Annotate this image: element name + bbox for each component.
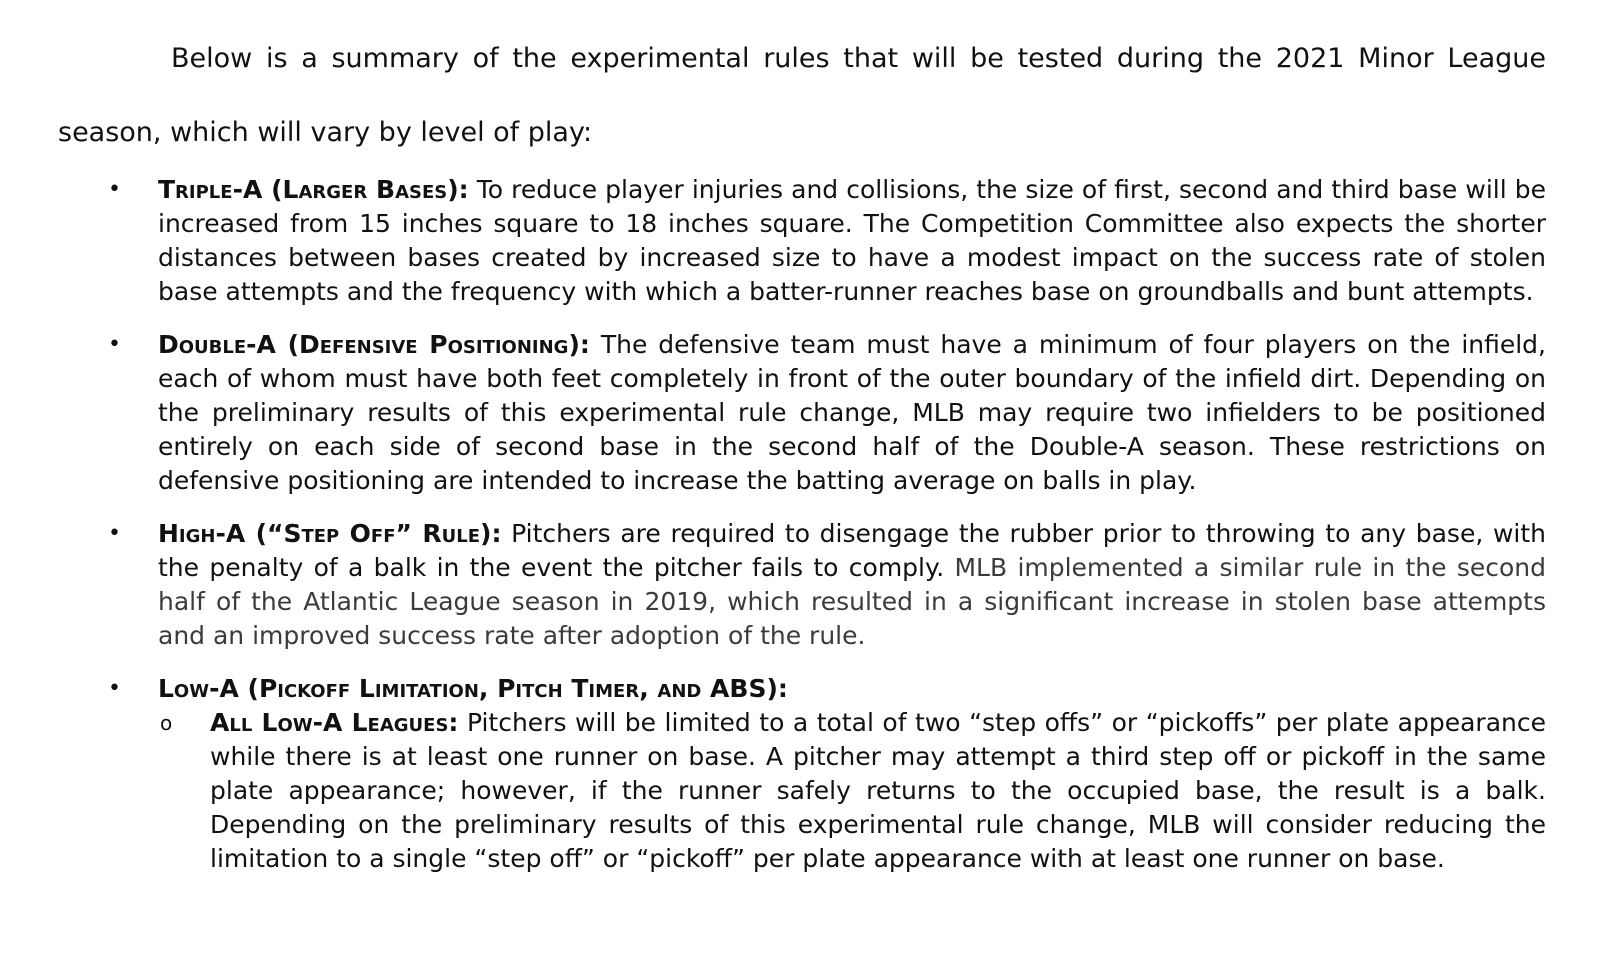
rule-low-a [0,672,1546,876]
sub-rule-body: Pitchers will be limited to a total of two “step offs” or “pickoffs” per plate appearance while there is at least one runner on base. A pitcher may attempt a third step off or pickoff in the same plate appearance; however, if the runner safely returns to the occupied base, the result is a balk. Depending on the preliminary results of this experimental rule change, MLB will consider reducing the limitation to a single “step off” or “pickoff” per plate appearance with at least one runner on base. [210,708,1546,873]
rule-heading: Double-A (Defensive Positioning): [158,330,590,359]
rule-heading: High-A (“Step Off” Rule): [158,519,502,548]
rule-triple-a [0,173,1546,309]
bullet-icon: • [108,521,121,546]
bullet-icon: • [108,332,121,357]
rule-body: The defensive team must have a minimum of four players on the infield, each of whom must have both feet completely in front of the outer boundary of the infield dirt. Depending on the preliminary results of this experimental rule change, MLB may require two infielders to be positioned entirely on each side of second base in the second half of the Double-A season. These restrictions on defensive positioning are intended to increase the batting average on balls in play. [158,330,1546,495]
rule-double-a [0,328,1546,498]
rule-high-a [0,517,1546,653]
rules-list [0,173,1616,895]
rule-body-note: MLB implemented a similar rule in the second half of the Atlantic League season in 2019, which resulted in a significant increase in stolen base attempts and an improved success rate after adoption of the rule. [158,553,1546,650]
rule-heading: Low-A (Pickoff Limitation, Pitch Timer, and ABS): [158,674,788,703]
bullet-icon: • [108,676,121,701]
intro-paragraph: Below is a summary of the experimental rules that will be tested during the 2021 Minor League season, which will vary by level of play: [58,43,1546,148]
rule-body: Pitchers are required to disengage the rubber prior to throwing to any base, with the penalty of a balk in the event the pitcher fails to comply. [158,519,1546,582]
low-a-sub-list [158,706,1546,876]
bullet-icon: • [108,177,121,202]
rule-body: To reduce player injuries and collisions, the size of first, second and third base will be increased from 15 inches square to 18 inches square. The Competition Committee also expects the shorter distances between bases created by increased size to have a modest impact on the success rate of stolen base attempts and the frequency with which a batter-runner reaches base on groundballs and bunt attempts. [158,175,1546,306]
rule-heading: Triple-A (Larger Bases): [158,175,469,204]
sub-rule-heading: All Low-A Leagues: [210,708,459,737]
circle-bullet-icon: o [160,711,173,735]
sub-rule-all-low-a [158,706,1546,876]
